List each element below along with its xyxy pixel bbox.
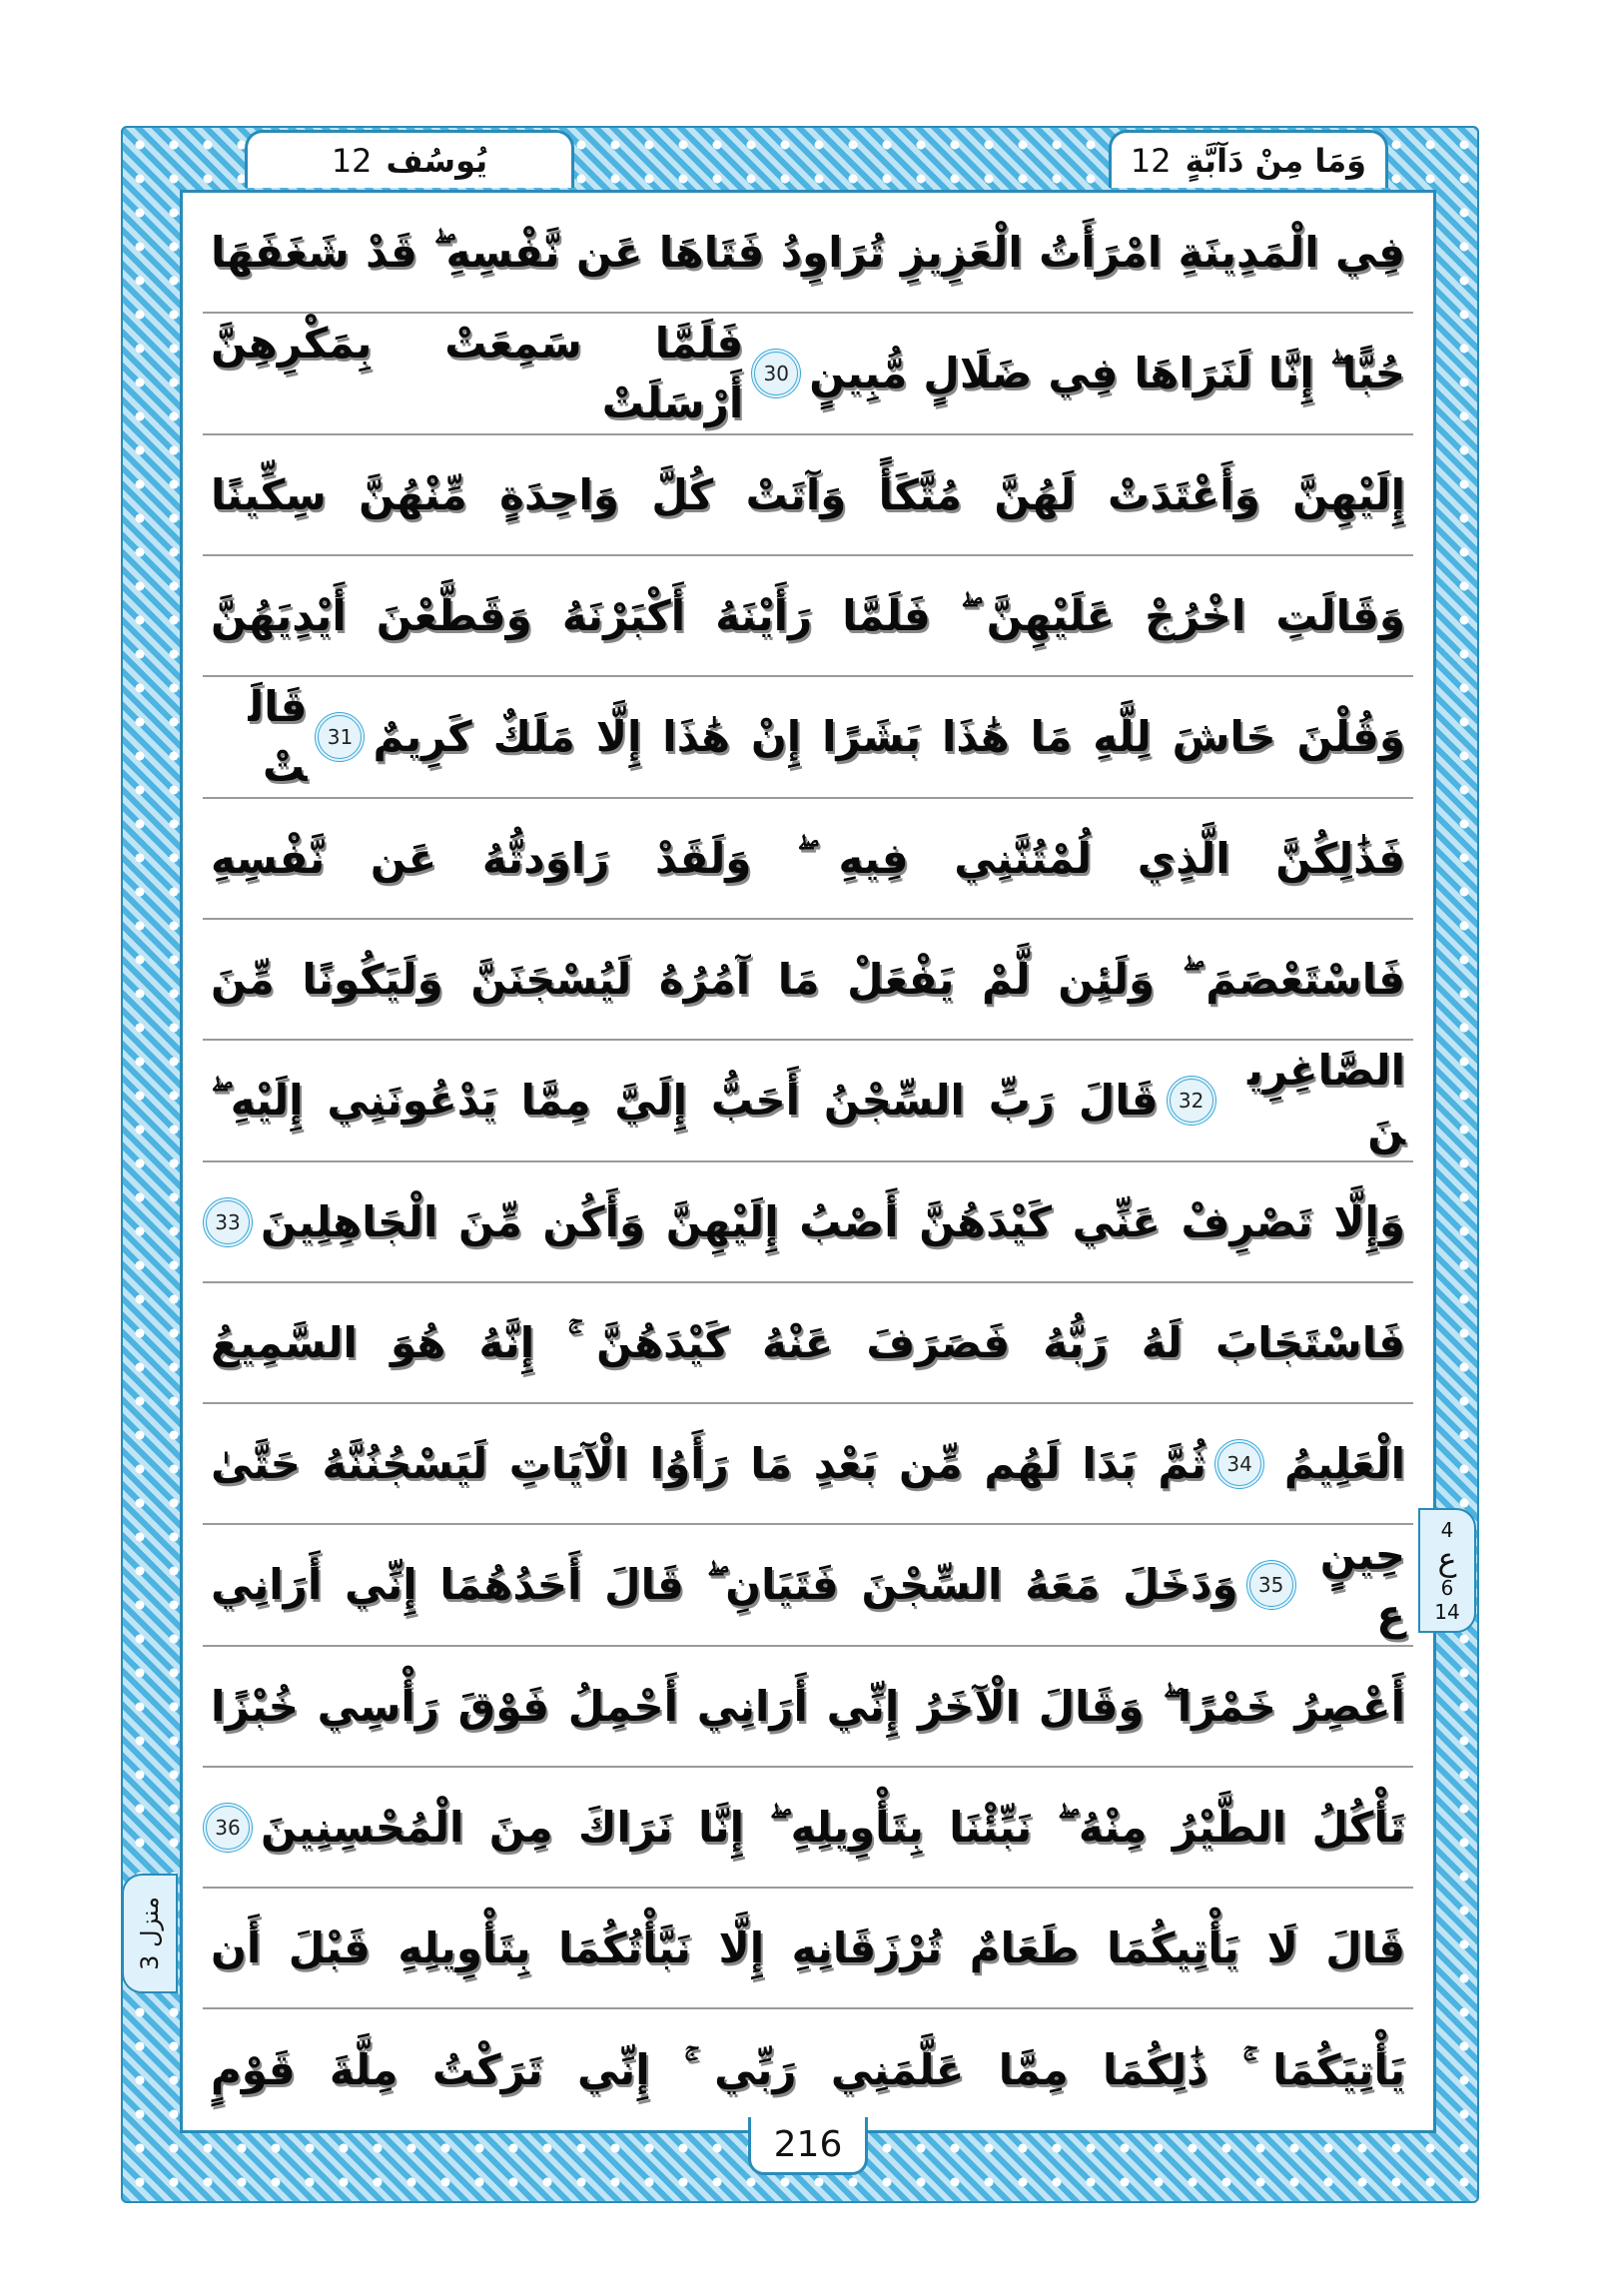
verse-line	[203, 314, 1413, 435]
ayah-number-marker: 30	[751, 349, 801, 398]
verse-line	[203, 1283, 1413, 1404]
verse-line	[203, 1647, 1413, 1768]
verse-text: وَقُلْنَ حَاشَ لِلَّهِ مَا هَٰذَا بَشَرًا إِنْ هَٰذَا إِلَّا مَلَكٌ كَرِيمٌ	[373, 712, 1405, 761]
verse-line	[203, 2009, 1413, 2130]
verse-text: وَقَالَتِ اخْرُجْ عَلَيْهِنَّ ۖ فَلَمَّا رَأَيْنَهُ أَكْبَرْنَهُ وَقَطَّعْنَ أَيْدِيَهُنَّ	[211, 590, 1405, 640]
verse-text: حِينٍ ع	[1319, 1530, 1405, 1639]
verse-text: الصَّاغِرِينَ	[1247, 1046, 1405, 1154]
verse-text: ثُمَّ بَدَا لَهُم مِّن بَعْدِ مَا رَأَوُا الْآيَاتِ لَيَسْجُنُنَّهُ حَتَّىٰ	[211, 1438, 1207, 1488]
ayah-number-marker: 31	[315, 712, 365, 762]
verse-line	[203, 1768, 1413, 1889]
page-number: 216	[748, 2117, 868, 2175]
ruku-symbol: ع	[1437, 1539, 1457, 1578]
verse-text: فَلَمَّا سَمِعَتْ بِمَكْرِهِنَّ أَرْسَلَتْ	[211, 319, 744, 427]
verse-text: أَعْصِرُ خَمْرًا ۖ وَقَالَ الْآخَرُ إِنِّي أَرَانِي أَحْمِلُ فَوْقَ رَأْسِي خُبْزًا	[211, 1681, 1405, 1731]
verse-text: وَدَخَلَ مَعَهُ السِّجْنَ فَتَيَانِ ۖ قَالَ أَحَدُهُمَا إِنِّي أَرَانِي	[211, 1560, 1238, 1609]
manzil-marker	[122, 1874, 178, 1993]
manzil-label: منزل 3	[136, 1897, 164, 1970]
verse-line	[203, 193, 1413, 314]
ayah-number-marker: 32	[1167, 1076, 1216, 1126]
ayah-number-marker: 34	[1214, 1439, 1264, 1489]
text-frame	[180, 190, 1436, 2133]
ayah-number-marker: 35	[1246, 1560, 1296, 1610]
verse-line	[203, 1041, 1413, 1162]
ayah-number-marker: 36	[203, 1803, 253, 1853]
verse-text: الْعَلِيمُ	[1283, 1438, 1405, 1488]
surah-number: 12	[331, 141, 373, 180]
ruku-middle: 6	[1440, 1575, 1454, 1600]
ruku-top: 4	[1440, 1517, 1454, 1542]
verse-line	[203, 1162, 1413, 1283]
juz-number: 12	[1130, 141, 1172, 180]
verse-text: قَالَ لَا يَأْتِيكُمَا طَعَامٌ تُرْزَقَانِهِ إِلَّا نَبَّأْتُكُمَا بِتَأْوِيلِهِ قَبْلَ أَن	[211, 1922, 1405, 1972]
page-content	[180, 190, 1436, 2175]
verse-text: إِلَيْهِنَّ وَأَعْتَدَتْ لَهُنَّ مُتَّكَأً وَآتَتْ كُلَّ وَاحِدَةٍ مِّنْهُنَّ سِكِّينًا	[211, 469, 1405, 519]
verse-line	[203, 799, 1413, 920]
ayah-number-marker: 33	[203, 1197, 253, 1247]
verse-text: يَأْتِيَكُمَا ۚ ذَٰلِكُمَا مِمَّا عَلَّمَنِي رَبِّي ۚ إِنِّي تَرَكْتُ مِلَّةَ قَوْمٍ	[211, 2044, 1405, 2094]
juz-name: وَمَا مِنْ دَآبَّةٍ	[1185, 141, 1367, 180]
verse-text: فَاسْتَعْصَمَ ۖ وَلَئِن لَّمْ يَفْعَلْ مَا آمُرُهُ لَيُسْجَنَنَّ وَلَيَكُونًا مِّنَ	[211, 954, 1405, 1004]
verse-text: فِي الْمَدِينَةِ امْرَأَتُ الْعَزِيزِ تُرَاوِدُ فَتَاهَا عَن نَّفْسِهِ ۖ قَدْ شَغَفَهَا	[211, 227, 1405, 277]
verse-line	[203, 556, 1413, 677]
verse-text: قَالَ رَبِّ السِّجْنُ أَحَبُّ إِلَيَّ مِمَّا يَدْعُونَنِي إِلَيْهِ ۖ	[211, 1076, 1159, 1125]
ruku-marker	[1418, 1508, 1476, 1633]
verse-line	[203, 1525, 1413, 1647]
verse-text: وَإِلَّا تَصْرِفْ عَنِّي كَيْدَهُنَّ أَصْبُ إِلَيْهِنَّ وَأَكُن مِّنَ الْجَاهِلِينَ	[261, 1196, 1405, 1246]
ruku-bottom: 14	[1434, 1599, 1460, 1624]
verse-line	[203, 1889, 1413, 2009]
verse-line	[203, 435, 1413, 556]
verse-line	[203, 677, 1413, 799]
verse-line	[203, 1404, 1413, 1525]
juz-header	[1109, 130, 1388, 188]
surah-name: يُوسُف	[386, 141, 488, 180]
verse-text: حُبًّا ۖ إِنَّا لَنَرَاهَا فِي ضَلَالٍ مُّبِينٍ	[809, 349, 1405, 397]
verse-line	[203, 920, 1413, 1041]
verse-text: تَأْكُلُ الطَّيْرُ مِنْهُ ۖ نَبِّئْنَا بِتَأْوِيلِهِ ۖ إِنَّا نَرَاكَ مِنَ الْمُحْسِنِينَ	[261, 1802, 1405, 1852]
verse-text: قَالَتْ	[248, 682, 308, 791]
surah-header	[245, 130, 574, 188]
verse-text: فَذَٰلِكُنَّ الَّذِي لُمْتُنَّنِي فِيهِ ۖ وَلَقَدْ رَاوَدتُّهُ عَن نَّفْسِهِ	[211, 833, 1405, 883]
verse-text: فَاسْتَجَابَ لَهُ رَبُّهُ فَصَرَفَ عَنْهُ كَيْدَهُنَّ ۚ إِنَّهُ هُوَ السَّمِيعُ	[211, 1317, 1405, 1367]
